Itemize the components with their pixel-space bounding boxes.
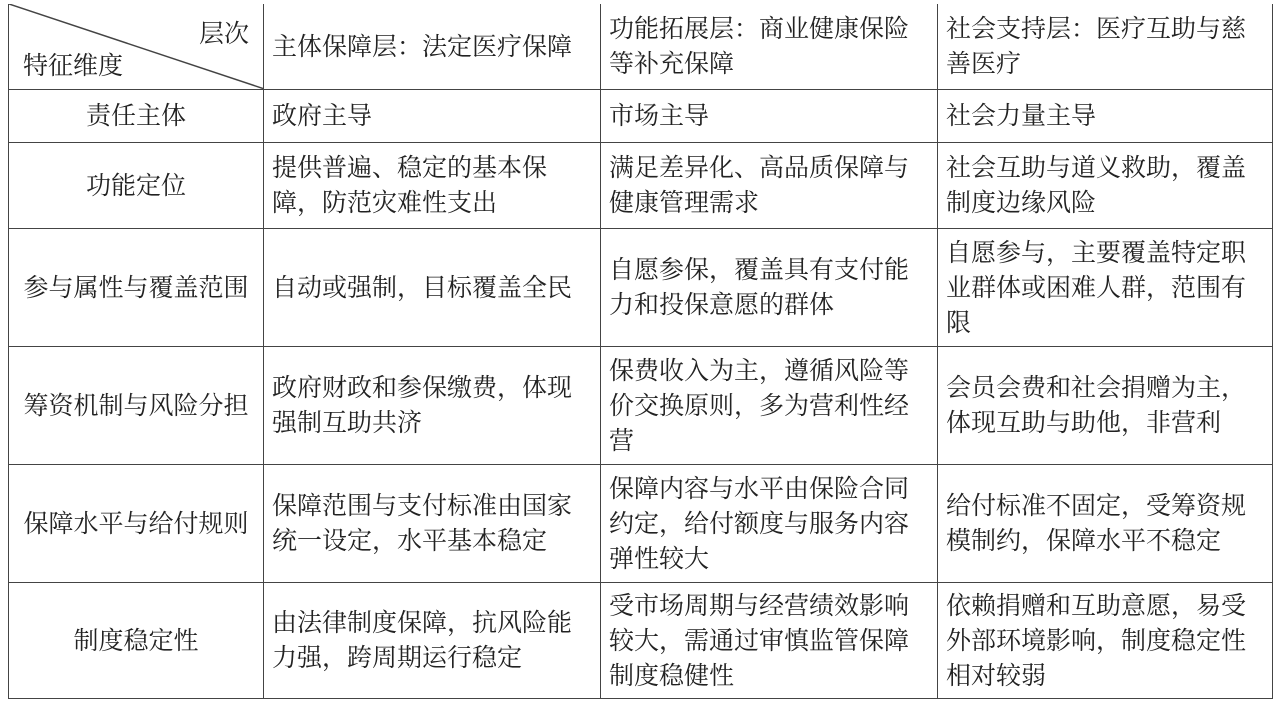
table-cell: 政府主导 (264, 89, 601, 142)
table-cell: 受市场周期与经营绩效影响较大，需通过审慎监管保障制度稳健性 (601, 582, 938, 698)
table-cell: 社会互助与道义救助，覆盖制度边缘风险 (938, 142, 1273, 228)
dimension-cell: 制度稳定性 (9, 582, 264, 698)
corner-header-cell (9, 4, 264, 89)
header-row (9, 4, 1273, 89)
table-cell: 给付标准不固定，受筹资规模制约，保障水平不稳定 (938, 464, 1273, 582)
table-row (9, 228, 1273, 346)
dimension-cell: 责任主体 (9, 89, 264, 142)
table-row (9, 582, 1273, 698)
table-row (9, 89, 1273, 142)
dimension-cell: 参与属性与覆盖范围 (9, 228, 264, 346)
dimension-cell: 筹资机制与风险分担 (9, 346, 264, 464)
table-cell: 由法律制度保障，抗风险能力强，跨周期运行稳定 (264, 582, 601, 698)
table-cell: 自动或强制，目标覆盖全民 (264, 228, 601, 346)
table-cell: 自愿参与，主要覆盖特定职业群体或困难人群，范围有限 (938, 228, 1273, 346)
table-row (9, 142, 1273, 228)
table-cell: 保障范围与支付标准由国家统一设定，水平基本稳定 (264, 464, 601, 582)
dimension-cell: 保障水平与给付规则 (9, 464, 264, 582)
table-cell: 提供普遍、稳定的基本保障，防范灾难性支出 (264, 142, 601, 228)
header-cell-commercial-layer: 功能拓展层：商业健康保险等补充保障 (601, 4, 938, 89)
corner-level-label: 层次 (198, 19, 249, 48)
table-cell: 社会力量主导 (938, 89, 1273, 142)
table-cell: 市场主导 (601, 89, 938, 142)
table-cell: 依赖捐赠和互助意愿，易受外部环境影响，制度稳定性相对较弱 (938, 582, 1273, 698)
table-cell: 政府财政和参保缴费，体现强制互助共济 (264, 346, 601, 464)
table-cell: 保费收入为主，遵循风险等价交换原则，多为营利性经营 (601, 346, 938, 464)
comparison-table (8, 4, 1273, 699)
table-cell: 满足差异化、高品质保障与健康管理需求 (601, 142, 938, 228)
header-cell-statutory-layer: 主体保障层：法定医疗保障 (264, 4, 601, 89)
dimension-cell: 功能定位 (9, 142, 264, 228)
table-row (9, 346, 1273, 464)
table-cell: 自愿参保，覆盖具有支付能力和投保意愿的群体 (601, 228, 938, 346)
header-cell-social-layer: 社会支持层：医疗互助与慈善医疗 (938, 4, 1273, 89)
table-cell: 保障内容与水平由保险合同约定，给付额度与服务内容弹性较大 (601, 464, 938, 582)
table-row (9, 464, 1273, 582)
table-cell: 会员会费和社会捐赠为主，体现互助与助他，非营利 (938, 346, 1273, 464)
corner-dimension-label: 特征维度 (23, 50, 124, 80)
